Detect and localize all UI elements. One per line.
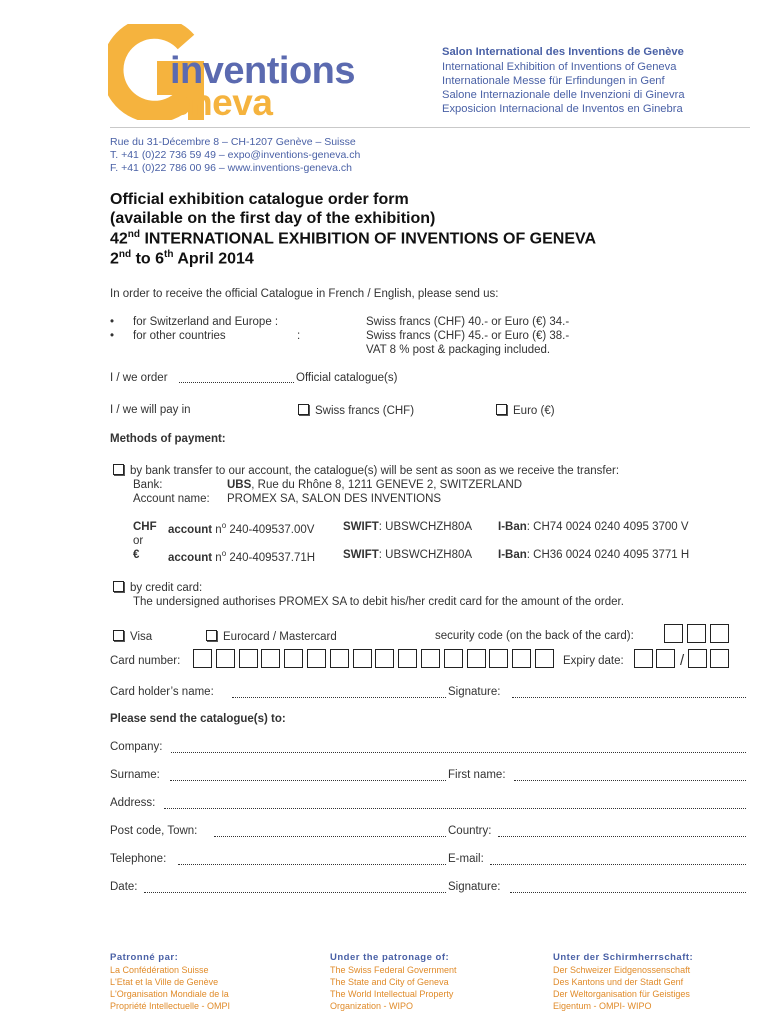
card-signature-label: Signature: [448,686,501,698]
email-field[interactable] [490,864,746,865]
footer-line-fr: L'Etat et la Ville de Genève [110,977,219,987]
option-mastercard[interactable]: Eurocard / Mastercard [206,630,337,643]
checkbox-icon[interactable] [113,581,124,592]
card-signature-field[interactable] [512,697,746,698]
checkbox-icon[interactable] [206,630,217,641]
logo-text-inventions: inventions [170,50,356,92]
signature-label: Signature: [448,881,501,893]
eur-iban: I-Ban: CH36 0024 0240 4095 3771 H [498,549,690,561]
phone-line: T. +41 (0)22 736 59 49 – expo@inventions-geneva.ch [110,149,361,161]
org-name-en: International Exhibition of Inventions of Geneva [442,61,677,73]
footer-line-de: Eigentum - OMPI- WIPO [553,1001,652,1011]
exhibition-title: 42nd INTERNATIONAL EXHIBITION OF INVENTIONS OF GENEVA [110,229,597,248]
card-number-box[interactable] [239,649,258,668]
company-field[interactable] [171,752,746,753]
surname-field[interactable] [170,780,446,781]
card-number-box[interactable] [512,649,531,668]
card-number-box[interactable] [535,649,554,668]
chf-currency: CHF [133,521,157,533]
card-number-box[interactable] [489,649,508,668]
checkbox-icon[interactable] [496,404,507,415]
checkbox-icon[interactable] [113,464,124,475]
card-number-label: Card number: [110,655,181,667]
country-field[interactable] [498,836,746,837]
price-label-europe: for Switzerland and Europe : [133,316,279,328]
telephone-field[interactable] [178,864,446,865]
option-visa[interactable]: Visa [113,630,152,643]
holder-field[interactable] [232,697,446,698]
header-divider [110,127,750,128]
account-name-value: PROMEX SA, SALON DES INVENTIONS [227,493,442,505]
price-value-europe: Swiss francs (CHF) 40.- or Euro (€) 34.- [366,316,570,328]
chf-account: account $n^o$ 240-409537.00V [168,521,315,536]
security-code-box[interactable] [687,624,706,643]
card-number-box[interactable] [284,649,303,668]
expiry-box[interactable] [634,649,653,668]
card-number-box[interactable] [444,649,463,668]
card-authorisation: The undersigned authorises PROMEX SA to debit his/her credit card for the amount of the order. [133,596,624,608]
card-number-box[interactable] [261,649,280,668]
card-number-box[interactable] [307,649,326,668]
logo-text-geneva: eneva [170,82,273,123]
company-label: Company: [110,741,163,753]
bank-value: UBS, Rue du Rhône 8, 1211 GENEVE 2, SWITZERLAND [227,479,523,491]
form-subtitle: (available on the first day of the exhibition) [110,210,436,227]
footer-line-fr: Propriété Intellectuelle - OMPI [110,1001,231,1011]
chf-iban: I-Ban: CH74 0024 0240 4095 3700 V [498,521,689,533]
address-label: Address: [110,797,156,809]
intro-text: In order to receive the official Catalogue in French / English, please send us: [110,288,499,300]
country-label: Country: [448,825,492,837]
account-name-label: Account name: [133,493,210,505]
footer-title-de: Unter der Schirmherrschaft: [553,952,694,963]
footer-line-en: The State and City of Geneva [330,977,449,987]
email-label: E-mail: [448,853,484,865]
org-name-es: Exposicion Internacional de Inventos en Ginebra [442,103,683,115]
price-label-other: for other countries [133,330,226,342]
card-number-box[interactable] [330,649,349,668]
price-value-other: Swiss francs (CHF) 45.- or Euro (€) 38.- [366,330,570,342]
date-label: Date: [110,881,138,893]
expiry-box[interactable] [656,649,675,668]
option-bank-transfer[interactable]: by bank transfer to our account, the catalogue(s) will be sent as soon as we receive the transfer: [113,464,619,477]
card-number-box[interactable] [421,649,440,668]
option-eur[interactable]: Euro (€) [496,404,555,417]
payment-heading: Methods of payment: [110,433,226,445]
signature-field[interactable] [510,892,746,893]
option-chf[interactable]: Swiss francs (CHF) [298,404,414,417]
surname-label: Surname: [110,769,160,781]
expiry-slash: / [680,652,685,669]
option-credit-card[interactable]: by credit card: [113,581,202,594]
exhibition-dates: 2nd to 6th April 2014 [110,249,254,268]
fax-line: F. +41 (0)22 786 00 96 – www.inventions-geneva.ch [110,162,352,174]
card-number-box[interactable] [193,649,212,668]
footer-line-en: The World Intellectual Property [330,989,454,999]
bank-label: Bank: [133,479,163,491]
card-number-box[interactable] [375,649,394,668]
bullet: • [110,316,115,328]
pay-label: I / we will pay in [110,404,191,416]
card-number-box[interactable] [216,649,235,668]
eur-account: account $n^o$ 240-409537.71H [168,549,316,564]
org-name-de: Internationale Messe für Erfindungen in Genf [442,75,665,87]
price-colon: : [297,330,301,342]
form-title: Official exhibition catalogue order form [110,191,409,208]
first-name-label: First name: [448,769,506,781]
footer-line-fr: La Confédération Suisse [110,965,209,975]
footer-line-en: Organization - WIPO [330,1001,414,1011]
chf-swift: SWIFT: UBSWCHZH80A [343,521,473,533]
org-name-fr: Salon International des Inventions de Genève [442,46,684,58]
first-name-field[interactable] [514,780,746,781]
order-quantity-field[interactable] [179,382,294,383]
footer-line-en: The Swiss Federal Government [330,965,457,975]
security-code-label: security code (on the back of the card): [435,630,634,642]
bullet: • [110,330,115,342]
card-number-box[interactable] [467,649,486,668]
vat-note: VAT 8 % post & packaging included. [366,344,551,356]
expiry-box[interactable] [688,649,707,668]
address-field[interactable] [164,808,746,809]
security-code-box[interactable] [664,624,683,643]
post-code-field[interactable] [214,836,446,837]
org-name-it: Salone Internazionale delle Invenzioni di Ginevra [442,89,685,101]
expiry-box[interactable] [710,649,729,668]
send-heading: Please send the catalogue(s) to: [110,713,286,725]
footer-line-de: Der Schweizer Eidgenossenschaft [553,965,691,975]
order-suffix: Official catalogue(s) [296,372,398,384]
checkbox-icon[interactable] [298,404,309,415]
expiry-label: Expiry date: [563,655,624,667]
telephone-label: Telephone: [110,853,167,865]
security-code-box[interactable] [710,624,729,643]
footer-title-fr: Patronné par: [110,952,179,963]
or-text: or [133,535,144,547]
eur-swift: SWIFT: UBSWCHZH80A [343,549,473,561]
footer-title-en: Under the patronage of: [330,952,450,963]
address-line: Rue du 31-Décembre 8 – CH-1207 Genève – Suisse [110,136,356,148]
card-number-box[interactable] [398,649,417,668]
holder-label: Card holder’s name: [110,686,214,698]
checkbox-icon[interactable] [113,630,124,641]
date-field[interactable] [144,892,446,893]
footer-line-de: Der Weltorganisation für Geistiges [553,989,690,999]
post-code-label: Post code, Town: [110,825,198,837]
footer-line-fr: L'Organisation Mondiale de la [110,989,229,999]
eur-currency: € [133,549,140,561]
order-label: I / we order [110,372,168,384]
card-number-box[interactable] [353,649,372,668]
footer-line-de: Des Kantons und der Stadt Genf [553,977,684,987]
